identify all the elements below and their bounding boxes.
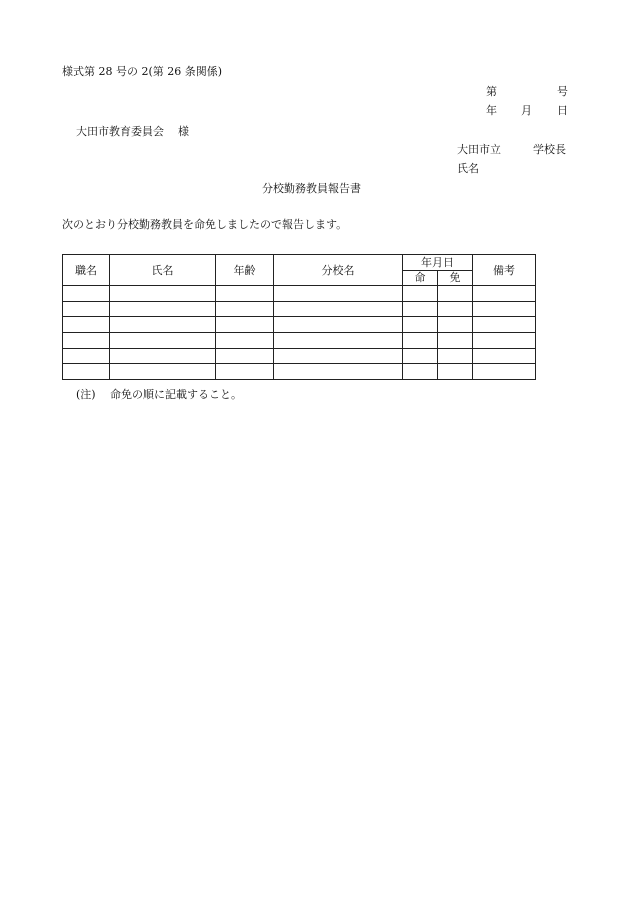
- table-cell[interactable]: [216, 301, 274, 317]
- table-cell[interactable]: [403, 348, 438, 364]
- addressee-name: 大田市教育委員会: [76, 125, 164, 138]
- table-cell[interactable]: [438, 286, 473, 302]
- table-cell[interactable]: [110, 332, 216, 348]
- table-cell[interactable]: [438, 301, 473, 317]
- table-row: [63, 301, 536, 317]
- table-row: [63, 317, 536, 333]
- table-cell[interactable]: [438, 332, 473, 348]
- table-cell[interactable]: [473, 301, 536, 317]
- table-cell[interactable]: [438, 364, 473, 380]
- table-row: [63, 348, 536, 364]
- table-cell[interactable]: [274, 332, 403, 348]
- table-cell[interactable]: [63, 364, 110, 380]
- header-branch-school: 分校名: [274, 255, 403, 286]
- table-cell[interactable]: [110, 364, 216, 380]
- table-cell[interactable]: [216, 348, 274, 364]
- table-cell[interactable]: [473, 364, 536, 380]
- note-prefix: (注): [76, 388, 96, 401]
- table-header-row: [63, 255, 536, 271]
- table-cell[interactable]: [110, 301, 216, 317]
- table-cell[interactable]: [473, 332, 536, 348]
- table-cell[interactable]: [63, 348, 110, 364]
- table-cell[interactable]: [216, 332, 274, 348]
- table-cell[interactable]: [216, 286, 274, 302]
- date-year-label: 年: [486, 104, 497, 117]
- subheader-appointed: 命: [403, 270, 438, 286]
- header-position: 職名: [63, 255, 110, 286]
- table-cell[interactable]: [63, 332, 110, 348]
- table-cell[interactable]: [274, 286, 403, 302]
- table-cell[interactable]: [473, 317, 536, 333]
- table-cell[interactable]: [274, 348, 403, 364]
- sender-name-label: 氏名: [457, 162, 479, 175]
- table-cell[interactable]: [63, 301, 110, 317]
- addressee-honorific: 様: [178, 125, 189, 138]
- table-cell[interactable]: [274, 364, 403, 380]
- table-cell[interactable]: [403, 286, 438, 302]
- table-cell[interactable]: [438, 348, 473, 364]
- header-age: 年齢: [216, 255, 274, 286]
- header-remarks: 備考: [473, 255, 536, 286]
- table-cell[interactable]: [274, 317, 403, 333]
- table-row: [63, 364, 536, 380]
- report-table: [62, 254, 536, 380]
- school-city-label: 大田市立: [457, 143, 501, 156]
- table-cell[interactable]: [403, 364, 438, 380]
- table-cell[interactable]: [403, 332, 438, 348]
- note-text: 命免の順に記載すること。: [110, 388, 242, 401]
- table-row: [63, 286, 536, 302]
- table-cell[interactable]: [438, 317, 473, 333]
- table-row: [63, 332, 536, 348]
- intro-text: 次のとおり分校勤務教員を命免しましたので報告します。: [62, 218, 348, 231]
- table-cell[interactable]: [216, 364, 274, 380]
- document-number-label: 第: [486, 85, 497, 98]
- form-number: 様式第 28 号の 2(第 26 条関係): [62, 65, 223, 78]
- table-cell[interactable]: [110, 317, 216, 333]
- table-cell[interactable]: [473, 286, 536, 302]
- table-cell[interactable]: [403, 317, 438, 333]
- table-cell[interactable]: [274, 301, 403, 317]
- document-title: 分校勤務教員報告書: [262, 182, 361, 195]
- table-cell[interactable]: [63, 317, 110, 333]
- date-month-label: 月: [521, 104, 532, 117]
- table-cell[interactable]: [403, 301, 438, 317]
- header-date: 年月日: [403, 255, 473, 271]
- school-principal-label: 学校長: [533, 143, 566, 156]
- table-cell[interactable]: [110, 286, 216, 302]
- table-cell[interactable]: [216, 317, 274, 333]
- document-number-suffix: 号: [557, 85, 568, 98]
- table-cell[interactable]: [473, 348, 536, 364]
- subheader-dismissed: 免: [438, 270, 473, 286]
- table-cell[interactable]: [110, 348, 216, 364]
- date-day-label: 日: [557, 104, 568, 117]
- header-name: 氏名: [110, 255, 216, 286]
- table-cell[interactable]: [63, 286, 110, 302]
